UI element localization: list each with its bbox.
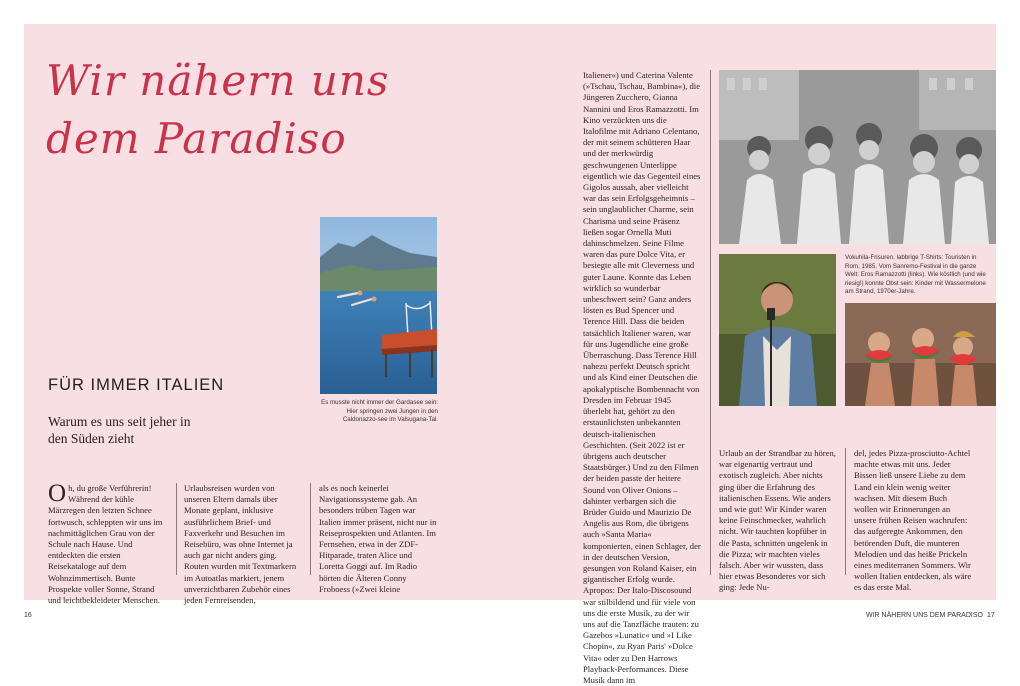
section-heading: FÜR IMMER ITALIEN — [48, 376, 225, 394]
left-text-column-1 — [48, 480, 164, 606]
running-head: WIR NÄHERN UNS DEM PARADISO — [866, 612, 983, 619]
title-line-2: dem Paradiso — [46, 114, 347, 163]
right-page-number: 17 — [987, 612, 995, 619]
right-text-column-main: Italiener«) und Caterina Valente (»Tschau, Tschau, Bambina«), die Jüngeren Zucchero, Gianna Nannini und Eros Ramazzotti. Im Kino verzückten uns die Italofilme mit Adriano Celentano, der mit seinem schütteren Haar und der merkwürdig geschwungenen Unterlippe eigentlich wie das Gegenteil eines Gigolos aussah, aber vielleicht war das sein Erfolgsgeheimnis – sein unglaublicher Charme, sein Charisma und seine Präsenz ließen sogar Ornella Muti dahinschmelzen. Seine Filme waren das pure Dolce Vita, er besiegte alle mit Cleverness und guter Laune. Konnte das Leben wirklich so wunderbar unbeschwert sein? Ganz anders lösten es Bud Spencer und Terence Hill. Dass die beiden tatsächlich Italiener waren, war für uns Jugendliche eine große Überraschung. Dass Terence Hill nahezu perfekt Deutsch spricht und als Kind einer Deutschen die apokalyptische Bombennacht von Dresden im Februar 1945 überlebt hat, gehört zu den erstaunlichsten unbekannten deutsch-italienischen Geschichten. (Seit 2022 ist er übrigens auch deutscher Staatsbürger.) Und zu den Filmen der beiden passte der heitere Sound von Oliver Onions – dahinter verbargen sich die Brüder Guido und Maurizio De Angelis aus Rom, die übrigens auch »Santa Maria« komponierten, einen Schlager, der in der deutschen Version, gesungen von Roland Kaiser, ein gigantischer Erfolg wurde. Apropos: Der Italo-Discosound war stilbildend und für viele von uns die erste Musik, zu der wir uns auf die Tanzfläche trauten: zu Gazebos »Lunatic« und »I Like Chopin«, zu Ryan Paris' »Dolce Vita« oder zu Den Harrows Playback-Performances. Diese Musik dann im — [583, 70, 701, 685]
column-divider — [845, 448, 846, 575]
title-line-1: Wir nähern uns — [46, 56, 390, 105]
left-page-number: 16 — [24, 612, 32, 619]
column-divider — [176, 483, 177, 575]
right-photo-caption: Vokuhila-Frisuren, labbrige T-Shirts: Touristen in Rom, 1985. Vom Sanremo-Festival in die ganze Welt: Eros Ramazzotti (links). Wie köstlich (und wie riesig!) konnte Obst sein: Kinder mit Wassermelone am Strand, 1970er-Jahre. — [845, 254, 986, 296]
singer-photo — [719, 254, 836, 406]
right-text-column-c: del, jedes Pizza-prosciutto-Achtel machte etwas mit uns. Jeder Bissen ließ unsere Liebe zu dem Land ein klein wenig weiter wachsen. Mit diesem Buch wollen wir Erinnerungen an unsere frühen Reisen wachrufen: das aufgeregte Ankommen, den betörenden Duft, die munteren Melodien und das heiße Prickeln eines mediterranen Sommers. Wir wollen Italien entdecken, als wäre es das erste Mal. — [854, 448, 972, 593]
left-text-column-3: als es noch keinerlei Navigationssysteme gab. An besonders trüben Tagen war Italien immer präsent, nicht nur in Reiseprospekten und Atlanten. Im Fernsehen, etwa in der ZDF-Hitparade, traten Alice und Loretta Goggi auf. Im Radio hörten die Älteren Conny Froboess (»Zwei kleine — [319, 483, 437, 594]
left-text-column-2: Urlaubsreisen wurden von unseren Eltern damals über Monate geplant, inklusive ausführlichem Brief- und Faxverkehr und Besuchen im Reisebüro, was ohne Internet ja auch gar nicht anders ging. Routen wurden mit Textmarkern im Autoatlas markiert, jenem unverzichtbaren Zubehör eines jeden Fernreisenden, — [184, 483, 297, 606]
right-text-column-b: Urlaub an der Strandbar zu hören, war eigenartig vertraut und exotisch zugleich. Aber nichts ging über die Erfahrung des italienischen Essens. Wie anders und wie gut! Wir Kinder waren keine Feinschmecker, wahrlich nicht. Wir tauchten kopfüber in die Pasta, schnitten ungelenk in die Pizza; wir machten vieles falsch. Aber wir wussten, dass hier etwas Besonderes vor sich ging: Jede Nu- — [719, 448, 836, 593]
crowd-rome-photo — [719, 70, 996, 244]
watermelon-kids-photo — [845, 303, 996, 406]
left-column-1-text: h, du große Verführerin! Während der kühle Märzregen den letzten Schnee fortwusch, schleppten wir uns im nachmittäglichen Grau von der Schule nach Hause. Und entdeckten die ersten Reisekataloge auf dem Wohnzimmertisch. Bunte Prospekte voller Sonne, Strand und leichtbekleideter Menschen. — [48, 483, 163, 606]
lake-photo-caption: Es musste nicht immer der Gardasee sein: Hier springen zwei Jungen in den Caldonazzo-see im Valsugana-Tal. — [321, 399, 438, 424]
lake-diving-photo — [320, 217, 437, 394]
column-divider — [310, 483, 311, 575]
drop-cap: O — [48, 480, 67, 507]
column-divider — [710, 70, 711, 575]
page-title — [46, 52, 426, 168]
section-subheading: Warum es uns seit jeher in den Süden zieht — [48, 414, 191, 446]
